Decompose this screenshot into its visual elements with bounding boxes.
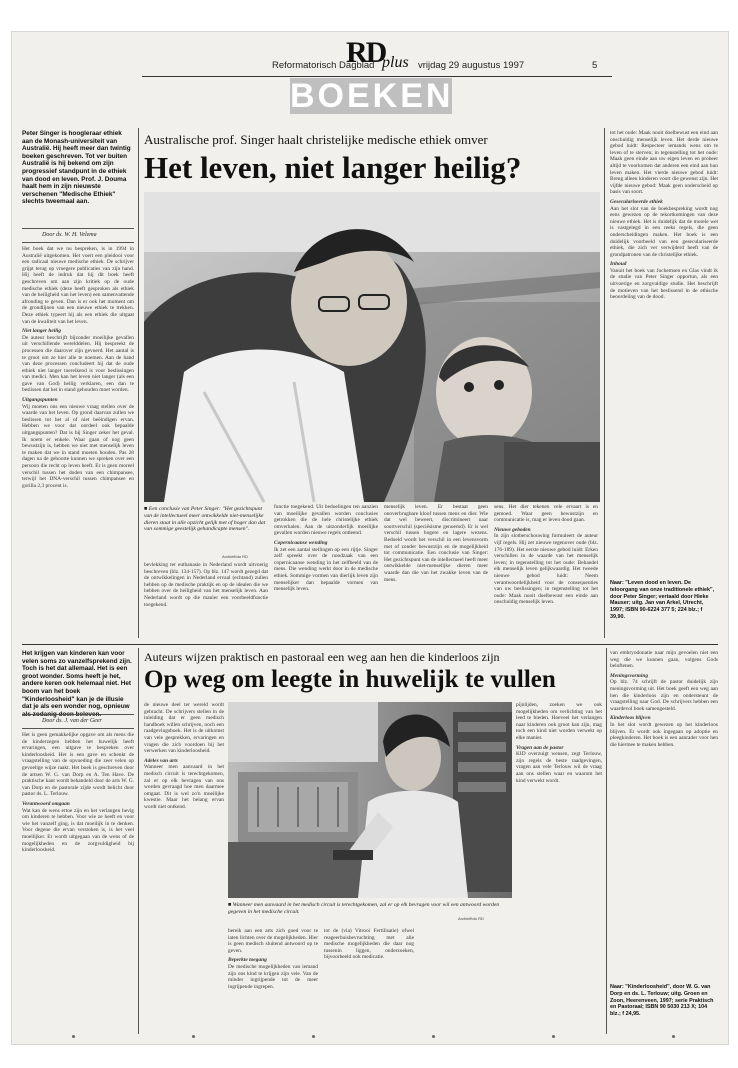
article2-lead: Het krijgen van kinderen kan voor velen soms zo vanzelfsprekend zijn. Toch is het dat allemaal. Het is een groot wonder. Soms heeft je het, andere keren ook helemaal niet. Het boom van het boek "Kinderloosheid" kan je de illusie dat je als een wonder nog, opnieuw als zodanig doen beleven.	[22, 650, 132, 718]
logo-letters: RD	[346, 36, 386, 69]
article2-column-2	[144, 702, 224, 956]
article2-subhead-1: Verantwoord omgaan	[22, 800, 70, 807]
article1-column-4: menselijk leven. Er bestaat geen onoverbrugbare kloof tussen mens en dier. Wie dat wel beweert, discrimineert naar soortverschil (speciësisme genoemd). Er is wel verschil tussen hogere en lagere wezens. Bedoeld wordt het verschil in een levensvorm met of zonder bewustzijn en de mogelijkheid tot communicatie. Een conclusie van Singer: Het gezichtspunt van de intellectueel heeft meer ontwikkelde niet-menselijke dieren meer waarde dan die van het zwakke leven van de mens.	[384, 504, 488, 583]
binding-dot	[72, 1035, 75, 1038]
article1-col5b-text: In zijn slotberschouwing formuleert de auteur vijf regels. Hij zet nieuwe tegenover oude (blz. 176-189). Het eerste nieuwe gebod luidt: Erken verschillen in de waarde van het menselijk leven; in tegenstelling tot het oude: Behandel elk menselijk leven gelijkwaardig. Het tweede nieuwe gebod luidt: Neem verantwoordelijkheid voor de consequenties van uw beslissingen; in tegenstelling tot het oude: Maak nooit doelbewust een einde aan onschuldig menselijk leven.	[494, 533, 598, 606]
binding-dot	[432, 1035, 435, 1038]
newspaper-name: Reformatorisch Dagblad	[272, 60, 375, 71]
article2-kicker: Auteurs wijzen praktisch en pastoraal een weg aan hen die kinderloos zijn	[144, 650, 500, 664]
article1-col6-text: tot het oude: Maak nooit doelbewust een eind aan onschuldig menselijk leven. Het derde nieuwe gebod luidt: Respecteer iemands wens om te leven of te sterven; in tegenstelling tot het oude: Maak geen einde aan uw eigen leven en probeer altijd te voorkomen dat anderen een eind aan hun leven maken. Het vierde nieuwe gebod luidt: Breng alleen kinderen voort die gewenst zijn. Het vijfde nieuwe gebod: Maak geen onderscheid op basis van soort.	[610, 130, 718, 196]
article2-col6-text: van embryodonatie naar mijn gevoelen niet een weg die we kunnen gaan, volgens Gods beloftenen.	[610, 650, 718, 670]
article1-headline: Het leven, niet langer heilig?	[144, 150, 522, 185]
article2-book-reference: Naar: "Kinderloosheid", door W. G. van Dorp en ds. L. Terlouw; uitg. Groen en Zoon, Heerenveen, 1997; serie Praktisch en Pastoraal; ISBN 90 5030 213 X; 104 blz.; f 24,95.	[610, 984, 714, 1018]
article1-col1b-text: De auteur beschrijft bijzonder moeilijke gevallen uit verschillende werelddelen. Hij bespreekt de processen die daarover zijn gevoerd. Het aantal is te groot om ze hier alle te noemen. Aan de hand van deze processen concludeert hij dat de oude ethiek niet langer toereikend is voor beslissingen van medici. Men kan het leven niet langer (als een gave van God) heilig verklaren, een dan te beslissen dat het in stand gehouden moet worden.	[22, 334, 134, 394]
article2-col3-text: bereik aan een arts zich goed voor te laten lichten over de mogelijkheden. Hier is geen medisch sluitend antwoord op te geven.	[228, 928, 318, 954]
article1-caption-marker: ■	[144, 506, 149, 512]
article2-headline: Op weg om leegte in huwelijk te vullen	[144, 666, 556, 693]
binding-dot	[552, 1035, 555, 1038]
article1-kicker: Australische prof. Singer haalt christelijke medische ethiek omver	[144, 132, 488, 147]
article1-caption-text: Een conclusie van Peter Singer: "Het gezichtspunt van de intellectueel meer ontwikkelde niet-menselijke dieren staat in alle opzicht gelijk met of hoger dan dat van sommige geestelijk gehandicapte mensen".	[144, 506, 266, 533]
article1-byline-rule	[22, 242, 134, 243]
article2-photo	[228, 702, 512, 898]
article2-col5-text: pijnlijden, zoeken we ook mogelijkheden om verlichting van het leed te bieden. Hoeveel het verlangen naar kinderen ook groot kan zijn, mag toch een kind niet worden verwekt op elke manier.	[516, 702, 602, 741]
article1-col5-text: sens. Het dier tekenen vele ervaart is en gemoed. Waar geen bewustzijn en communicatie is, mag er leven dood gaan.	[494, 504, 598, 524]
article2-column-5	[516, 702, 602, 1034]
article1-column-5	[494, 504, 598, 638]
article1-byline: Door ds. W. H. Velema	[42, 232, 97, 238]
article1-column-6	[610, 130, 718, 576]
article1-divider-right	[604, 128, 605, 638]
article1-col3-text: functie toegekend. Uit bedoelingen ten aanzien van moeilijke gevallen worden conclusies getrokken die de hele christelijke ethiek omverhalen. Aan de uitzonderlijk moeilijke gevallen worden nieuwe regels ontleend.	[274, 504, 378, 537]
article1-subhead-1: Niet langer heilig	[22, 328, 61, 335]
article2-divider-right	[606, 648, 607, 1034]
article1-col1-text: Het boek dat we nu bespreken, is in 1994 in Australië uitgekomen. Het voert een pleidooi voor een radicaal nieuwe medische ethiek. De schrijver grijpt terug op vroegere publicaties van zijn hand. Hij heeft de indruk dat hij dit boek heeft geschreven om aan zijn kritiek op de oude medische ethiek (deze heeft gesproken als ethiek van de heiligheid van het leven) een samenvattende afronding te geven. Dan is er ook het moment om de grondlijnen van een nieuwe ethiek te trekken. Deze ethiek typeert hij als een ethiek die uitgaat van de kwaliteit van het leven.	[22, 246, 134, 325]
article2-subhead-7: Kinderloos blijven	[610, 715, 651, 722]
binding-dot	[672, 1035, 675, 1038]
article2-lead-rule	[22, 714, 134, 715]
article2-byline-rule	[22, 728, 134, 729]
article1-subhead-6: Geseculariseerde ethiek	[610, 198, 663, 205]
article1-subhead-2: Uitgangspunten	[22, 397, 58, 404]
article2-byline: Door ds. J. van der Geer	[42, 718, 102, 724]
article2-photo-credit: Archieffoto RD	[458, 916, 484, 921]
article2-col2-text: de nieuwe deel ter wereld wordt gebracht. De schrijvers stellen in de inleiding dat er geen medisch handboek willen schrijven, noch een raadgevingsboek. Het is de uitkomst van vele gesprekken, ervaringen en vragen die zich voordoen bij het verwerken van kinderloosheid.	[144, 702, 224, 755]
article1-lead-rule	[22, 228, 134, 229]
article2-caption-text: Wanneer men aanvaard in het medisch circuit is terechtgekomen, zal er op elk bevragen voor wil een antwoord worden gegeven in het medische circuit.	[228, 902, 500, 915]
article2-col1-text: Het is geen gemakkelijke opgave om als mens die de kinderzegen hebben het huwelijk heeft ervaringen, een uitgave te bespreken over kinderloosheid. Het is een gave en schenkt de vraagstelling van de opvoeding die zeer velen op gevoelige wijze raakt. Het boek is geschreven door de artsen W. G. van Dorp en A. Ten Have. De praktische kant wordt behandeld door de arts W. G. van Dorp en de pastorale zijde wordt belicht door pastor ds. L. Terlouw.	[22, 732, 134, 798]
article1-photo	[144, 192, 600, 502]
page-number: 5	[592, 60, 598, 71]
article2-col1b-text: Wat kan de wens ertoe zijn en het verlangen hevig om kinderen te hebben. Voor wie ze heeft en voor wie het vanzelf ging, is dat moeilijk in te denken. Voor degene die ervan verstoken is, is het veel moeilijker. Er wordt uitgegaan van de wens of de mogelijkheden en de zorgvuldigheid bij kinderloosheid.	[22, 807, 134, 854]
article1-subhead-7: Inhoud	[610, 261, 627, 268]
article2-col6b-text: Op blz. 74 schrijft de pastor duidelijk zijn meningsvorming uit. Het boek geeft een weg aan hen die kinderloos zijn en ondersteunt de vraagstelling naar God. De schrijvers hebben een waardevol boek samengesteld.	[610, 679, 718, 712]
article2-divider-left	[138, 648, 139, 1034]
article1-divider-left	[138, 128, 139, 638]
article1-photo-credit: Archieffoto RD	[222, 554, 248, 559]
article1-lead: Peter Singer is hoogleraar ethiek aan de Monash-universiteit van Australië. Hij heeft meer dan twintig boeken geschreven. Tot ver buiten Australië is hij bekend om zijn progressief standpunt in de ethiek van dood en leven. Prof. J. Douma haalt hem in zijn nieuwste verschenen "Medische Ethiek" slechts tweemaal aan.	[22, 130, 131, 206]
article2-column-6	[610, 650, 718, 980]
article2-subhead-6: Meningsvorming	[610, 672, 649, 679]
article1-col3b-text: Ik zet een aantal stellingen op een rijtje. Singer zelf spreekt over de noodzaak van een copernicaanse wending in het zelfbeeld van de mens. Die wending werkt door in de medische ethiek. Sommige vormen van dierlijk leven zijn menselijker dan bepaalde vormen van menselijk leven.	[274, 546, 378, 593]
article2-column-3	[228, 928, 318, 1034]
article2-subhead-5: Vragen aan de pastor	[516, 744, 564, 751]
article2-caption-marker: ■	[228, 902, 233, 908]
article1-photo-caption	[144, 506, 268, 554]
article2-column-1	[22, 732, 134, 1032]
binding-dot	[312, 1035, 315, 1038]
article1-col1c-text: Wij moeten ons een nieuwe vraag stellen over de waarde van het leven. Op grond daarvan zullen we beslissen tot het al of niet beëindigen ervan. Hebben we voor dat oordeel ook bepaalde uitgangspunten? Dat is bij Singer zeker het geval. Ik noem er enkele. Waar gaan of nog geen bewustzijn is, hebben we niet met menselijk leven te maken dat we in stand moeten houden. Pas 28 dagen na de geboorte kunnen we spreken over een persoon die recht op leven heeft. Er is geen moreel verschil tussen het doden van een chimpansee, terwijl het DNA-verschil tussen chimpansee en gorilla 2,3 procent is.	[22, 403, 134, 489]
rd-plus-logo	[346, 38, 436, 78]
article1-column-2: bevlekking ter euthanasie in Nederland wordt uitvoerig beschreven (blz. 134-157). Op blz. 147 wordt gezegd dat de ontwikkelingen in Nederland ervaal (echtand) zullen hebben op de medische praktijk en op de idealen die we hebben over de heiligheid van het menselijk leven. Aan Nederland wordt op die manier een voorbeeldfunctie toegekend.	[144, 562, 268, 608]
article1-col6c-text: Vanuit het boek van Jochemsen en Glas vindt ik de studie van Peter Singer opportun, als een uitvoerige en zorgvuldige studie. Het beschrijft de motieven van het beslissend in de ethische beoordeling van de dood.	[610, 267, 718, 301]
article1-book-reference: Naar: "Leven dood en leven. De teloorgang van onze traditionele ethiek", door Peter Singer; vertaald door Hieke Mauser; uitg. Jan van Arkel, Utrecht, 1997; ISBN 90-6224 377 5; 224 blz.; f 39,90.	[610, 580, 715, 620]
article1-column-1	[22, 246, 134, 636]
article-separator	[22, 644, 718, 645]
binding-dot	[192, 1035, 195, 1038]
article2-col6c-text: In het slot wordt gewezen op het kinderloos blijven. Er wordt ook ingegaan op adoptie en pleegkinderen. Het boek is een aanrader voor hen die hiermee te maken hebben.	[610, 721, 718, 748]
article1-column-3	[274, 504, 378, 638]
article2-col2b-text: Wanneer men aanvaard in het medisch circuit is terechtgekomen, zal er op elk bevragen van ons worden gevraagd hoe men daarmee omgaat. Dit is wel zo'n moeilijke kwestie. Maar het belang ervan wordt niet ontkend.	[144, 764, 224, 810]
newspaper-page	[12, 32, 728, 1044]
article2-col5b-text: KID overzuigt wensen, zegt Terlouw, zijn regels de beste raadgevingen, vragen aan vele Terlouw wil de vraag aan ons stellen waar en waarom het kind verwekt wordt.	[516, 751, 602, 784]
issue-date: vrijdag 29 augustus 1997	[418, 60, 525, 71]
logo-suffix: plus	[382, 54, 409, 71]
article1-subhead-5: Nieuwe geboden	[494, 526, 531, 533]
article1-col6b-text: Aan het slot van de boekbespreking wordt nog eens gewezen op de tekortkomingen van deze nieuwe ethiek. Het is duidelijk dat de morele wet is vastgelegd in een reeks regels, die geen onderscheidingen maken. Het boek is een duidelijk voorbeeld van een geseculariseerde ethiek, die zich ver verwijderd heeft van de grondpatronen van de christelijke ethiek.	[610, 205, 718, 258]
article2-subhead-3: Beperkte toegang	[228, 957, 267, 964]
section-title: BOEKEN	[290, 77, 454, 115]
article2-col3b-text: De medische mogelijkheden van iemand zijn ons kind te krijgen zijn vele. Van de minder ingrijpende tot de meer ingrijpende ingrepen.	[228, 963, 318, 990]
article2-column-4: tot de (via) Vitrooi Fertilisatie) ofwel reageerbuisbevruchting met alle medische mogelijkheden die daar nog tussenin liggen, onderzoeken, bijvoorbeeld ook medicatie.	[324, 928, 414, 961]
article2-subhead-2: Adeles van arts	[144, 757, 178, 764]
article1-subhead-3: Copernicaanse wending	[274, 539, 328, 546]
